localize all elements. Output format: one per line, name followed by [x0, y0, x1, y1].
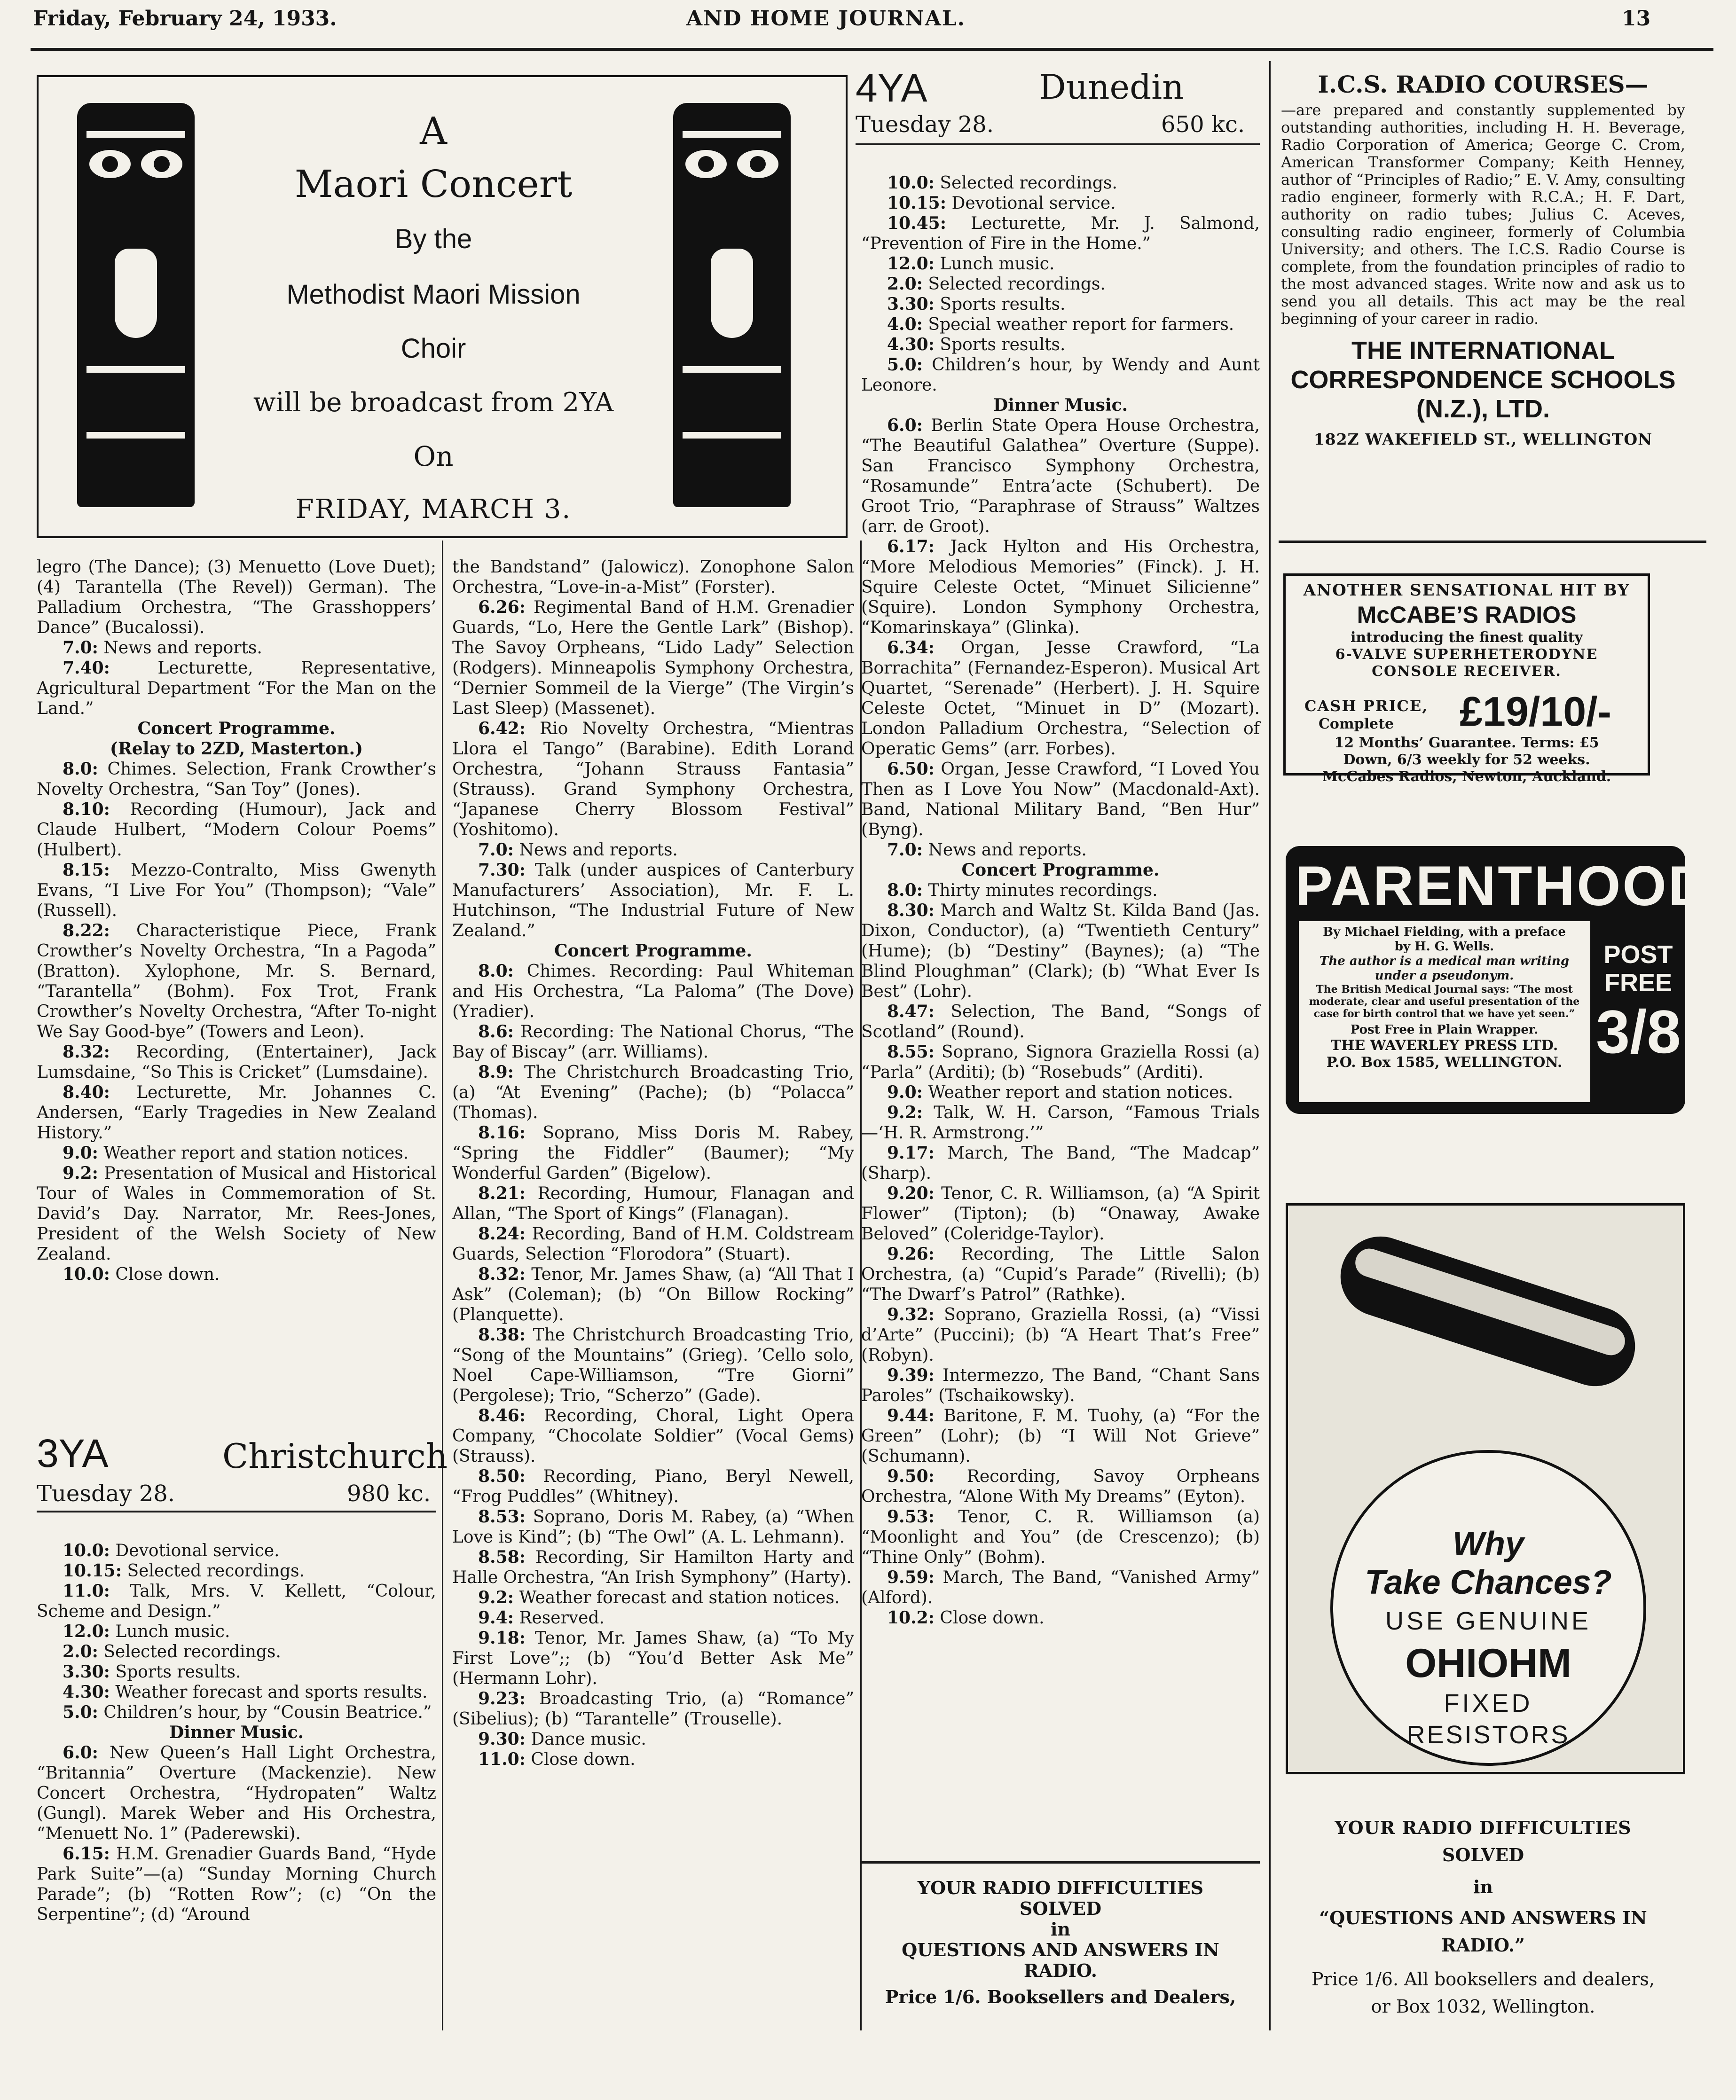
programme-time: 9.2:	[63, 1163, 98, 1183]
station-day: Tuesday 28.	[37, 1481, 175, 1507]
programme-time: 8.15:	[63, 860, 110, 880]
programme-item	[37, 1642, 436, 1662]
programme-text: Tenor, C. R. Williamson, (a) “A Spirit Flower” (Tipton); (b) “Onaway, Awake Beloved” (Coleridge-Taylor).	[861, 1184, 1260, 1244]
programme-text: Devotional service.	[951, 194, 1116, 213]
programme-time: 9.32:	[887, 1305, 935, 1324]
programme-time: 9.59:	[887, 1567, 935, 1587]
programme-item	[452, 1628, 854, 1689]
programme-item	[452, 1062, 854, 1123]
programme-item	[37, 921, 436, 1042]
programme-item	[452, 1224, 854, 1264]
programme-text: Reserved.	[519, 1608, 605, 1628]
station-day: Tuesday 28.	[856, 111, 994, 138]
parenthood-free: FREE	[1604, 969, 1673, 997]
programme-text: Recording, Band of H.M. Coldstream Guards, Selection “Florodora” (Stuart).	[452, 1224, 854, 1264]
programme-item	[861, 1507, 1260, 1567]
programme-time: 5.0:	[63, 1702, 98, 1722]
programme-item	[452, 1689, 854, 1729]
station-city: Dunedin	[1039, 67, 1184, 107]
programme-text: March, The Band, “Vanished Army” (Alford).	[861, 1568, 1260, 1607]
programme-text: Special weather report for farmers.	[928, 315, 1234, 334]
programme-item	[861, 254, 1260, 274]
programme-time: 10.0:	[63, 1541, 110, 1560]
parenthood-ad: PARENTHOOD By Michael Fielding, with a preface by H. G. Wells. The author is a medical man writing under a pseudonym. The British Medical Journal says: “The most moderate, clear and useful presentation of the case for birth control that we have yet seen.” Post Free in Plain Wrapper. THE WAVERLEY PRESS LTD. P.O. Box 1585, WELLINGTON. POST FREE 3/8	[1286, 846, 1685, 1114]
programme-time: 4.30:	[887, 335, 935, 354]
programme-item	[861, 213, 1260, 254]
programme-text: The Christchurch Broadcasting Trio, (a) “At Evening” (Pache); (b) “Polacca” (Thomas).	[452, 1063, 854, 1122]
programme-time: 8.47:	[887, 1002, 935, 1021]
programme-item	[861, 1406, 1260, 1466]
programme-time: 9.50:	[887, 1466, 935, 1486]
station-3ya-header	[37, 1431, 448, 1513]
section-heading: Dinner Music.	[993, 395, 1128, 415]
programme-item	[452, 1507, 854, 1547]
programme-item	[37, 1264, 436, 1285]
ics-title: I.C.S. RADIO COURSES—	[1318, 71, 1649, 98]
programme-text: Berlin State Opera House Orchestra, “The Beautiful Galathea” Overture (Suppe). San Francisco Symphony Orchestra, “Rosamunde” Entra’acte (Schubert). De Groot Trio, “Paraphrase of Strauss” Waltzes (arr. de Groot).	[861, 416, 1260, 536]
programme-time: 9.53:	[887, 1507, 935, 1527]
programme-text: New Queen’s Hall Light Orchestra, “Britannia” Overture (Mackenzie). New Concert Orchestra, “Hydropaten” Waltz (Gungl). Marek Weber and His Orchestra, “Menuett No. 1” (Paderewski).	[37, 1743, 436, 1843]
programme-time: 9.2:	[887, 1103, 923, 1122]
programme-text: Recording, The Little Salon Orchestra, (a) “Cupid’s Parade” (Rivelli); (b) “The Dwarf’s Patrol” (Rathke).	[861, 1245, 1260, 1304]
programme-item	[37, 557, 436, 638]
programme-text: Lunch music.	[940, 254, 1055, 274]
programme-time: 7.0:	[887, 840, 923, 860]
programme-item	[452, 860, 854, 941]
programme-item	[861, 1365, 1260, 1406]
programme-text: the Bandstand” (Jalowicz). Zonophone Salon Orchestra, “Love-in-a-Mist” (Forster).	[452, 557, 854, 597]
station-city: Christchurch	[222, 1436, 448, 1476]
programme-text: Tenor, Mr. James Shaw, (a) “To My First Love”;; (b) “You’d Better Ask Me” (Hermann Lohr).	[452, 1629, 855, 1688]
programme-text: Jack Hylton and His Orchestra, “More Melodious Memories” (Finck). J. H. Squire Celeste Octet, “Minuet Silicienne” (Squire). London Symphony Orchestra, “Komarinskaya” (Glinka).	[861, 537, 1260, 637]
programme-item	[861, 901, 1260, 1002]
programme-text: The Christchurch Broadcasting Trio, “Song of the Mountains” (Grieg). ’Cello solo, Noel Cape-Williamson, “Tre Giorni” (Pergolese); Trio, “Scherzo” (Gade).	[452, 1325, 854, 1405]
programme-item	[37, 1143, 436, 1163]
programme-time: 8.40:	[63, 1082, 110, 1102]
column-1-3ya-programme	[37, 1541, 436, 1925]
programme-text: News and reports.	[519, 840, 678, 860]
programme-text: Weather report and station notices.	[103, 1144, 409, 1163]
programme-time: 12.0:	[63, 1622, 110, 1641]
programme-time: 9.0:	[63, 1143, 98, 1163]
programme-time: 10.45:	[887, 213, 947, 233]
programme-item	[37, 1581, 436, 1622]
programme-time: 12.0:	[887, 254, 935, 274]
programme-item	[452, 1608, 854, 1628]
programme-time: 8.30:	[887, 901, 935, 920]
programme-time: 8.32:	[63, 1042, 110, 1062]
programme-time: 10.0:	[63, 1264, 110, 1284]
ics-radio-courses-ad	[1281, 71, 1685, 449]
programme-time: 3.30:	[63, 1662, 110, 1682]
programme-time: 8.0:	[887, 880, 923, 900]
programme-text: Weather forecast and station notices.	[519, 1588, 840, 1607]
programme-time: 6.50:	[887, 759, 935, 779]
programme-text: Close down.	[531, 1750, 636, 1769]
ad-choir: Choir	[401, 333, 466, 364]
programme-item	[861, 355, 1260, 395]
programme-text: Broadcasting Trio, (a) “Romance” (Sibelius); (b) “Tarantelle” (Trouselle).	[452, 1689, 854, 1729]
programme-time: 8.16:	[478, 1123, 526, 1143]
programme-item	[37, 1622, 436, 1642]
mccabe-price: £19/10/-	[1460, 688, 1611, 735]
ad-by-the: By the	[394, 224, 472, 254]
programme-time: 6.26:	[478, 597, 526, 617]
programme-item	[861, 880, 1260, 901]
ad-headline: Maori Concert	[294, 162, 573, 206]
programme-time: 7.0:	[63, 638, 98, 658]
programme-item	[452, 1022, 854, 1062]
column-rule-1	[442, 541, 443, 2030]
programme-item	[37, 1702, 436, 1723]
programme-time: 8.6:	[478, 1022, 514, 1042]
programme-item	[861, 1608, 1260, 1628]
programme-text: Chimes. Recording: Paul Whiteman and His Orchestra, “La Paloma” (The Dove) (Yradier).	[452, 962, 854, 1021]
programme-time: 8.58:	[478, 1547, 526, 1567]
programme-text: Talk, Mrs. V. Kellett, “Colour, Scheme and Design.”	[37, 1582, 436, 1621]
station-frequency: 650 kc.	[1161, 111, 1245, 138]
publication-title: AND HOME JOURNAL.	[686, 7, 966, 31]
section-heading: Concert Programme.	[137, 719, 336, 738]
programme-time: 11.0:	[63, 1581, 110, 1601]
ics-address: 182Z WAKEFIELD ST., WELLINGTON	[1313, 430, 1653, 448]
programme-text: Rio Novelty Orchestra, “Mientras Llora el Tango” (Barabine). Edith Lorand Orchestra, “Johann Strauss Fantasia” (Strauss). Grand Symphony Orchestra, “Japanese Cherry Blossom Festival” (Yoshitomo).	[452, 719, 854, 839]
programme-item	[37, 759, 436, 799]
programme-time: 6.0:	[887, 415, 923, 435]
programme-item	[861, 173, 1260, 193]
programme-time: 6.0:	[63, 1743, 98, 1763]
programme-item	[452, 597, 854, 719]
programme-text: Selected recordings.	[940, 173, 1117, 193]
programme-text: Organ, Jesse Crawford, “I Loved You Then as I Love You Now” (Macdonald-Axt). Band, National Military Band, “Ben Hur” (Byng).	[861, 760, 1260, 839]
programme-item	[452, 719, 854, 840]
station-4ya-header	[856, 68, 1260, 162]
programme-time: 6.15:	[63, 1844, 110, 1864]
programme-item	[452, 961, 854, 1022]
ad-date: FRIDAY, MARCH 3.	[295, 494, 572, 525]
programme-item	[37, 1042, 436, 1082]
programme-item	[861, 537, 1260, 638]
programme-text: Tenor, C. R. Williamson (a) “Moonlight and You” (de Crescenzo); (b) “Thine Only” (Bohm).	[861, 1507, 1260, 1567]
programme-text: Organ, Jesse Crawford, “La Borrachita” (Fernandez-Esperon). Musical Art Quartet, “Serenade” (Herbert). J. H. Squire Celeste Octet, “Minuet in D” (Mozart). London Palladium Orchestra, “Selection of Operatic Gems” (arr. Forbes).	[861, 638, 1260, 759]
programme-item	[452, 1749, 854, 1770]
programme-item	[452, 557, 854, 597]
section-heading: (Relay to 2ZD, Masterton.)	[110, 739, 363, 759]
programme-time: 8.0:	[478, 961, 514, 981]
programme-text: Tenor, Mr. James Shaw, (a) “All That I Ask” (Coleman); (b) “On Billow Rocking” (Planquette).	[452, 1265, 854, 1324]
parenthood-title: PARENTHOOD	[1295, 854, 1711, 917]
programme-text: Sports results.	[115, 1662, 241, 1682]
radio-difficulties-ad-mid: YOUR RADIO DIFFICULTIES SOLVED in QUESTIONS AND ANSWERS IN RADIO. Price 1/6. Booksellers and Dealers,	[885, 1877, 1236, 2007]
programme-text: Close down.	[940, 1608, 1045, 1628]
programme-time: 8.38:	[478, 1325, 526, 1345]
programme-item	[861, 1567, 1260, 1608]
programme-text: Close down.	[115, 1265, 220, 1284]
page-number: 13	[1622, 7, 1651, 31]
parenthood-price: 3/8	[1596, 997, 1681, 1066]
programme-item	[861, 1466, 1260, 1507]
programme-text: Children’s hour, by “Cousin Beatrice.”	[103, 1703, 432, 1722]
programme-time: 8.0:	[63, 759, 98, 779]
programme-text: Presentation of Musical and Historical Tour of Wales in Commemoration of St. David’s Day. Narrator, Mr. Rees-Jones, President of the Welsh Society of New Zealand.	[37, 1164, 436, 1264]
programme-item	[37, 1682, 436, 1702]
programme-time: 6.17:	[887, 537, 935, 556]
programme-item	[37, 1662, 436, 1682]
radio-difficulties-ad-right: YOUR RADIO DIFFICULTIES SOLVED in “QUESTIONS AND ANSWERS IN RADIO.” Price 1/6. All booksellers and dealers, or Box 1032, Wellington.	[1312, 1817, 1655, 2017]
programme-time: 9.39:	[887, 1365, 935, 1385]
programme-text: Children’s hour, by Wendy and Aunt Leonore.	[861, 355, 1260, 395]
programme-time: 7.30:	[478, 860, 526, 880]
programme-item	[452, 1325, 854, 1406]
programme-text: Recording, Humour, Flanagan and Allan, “The Sport of Kings” (Flanagan).	[452, 1184, 855, 1223]
page-date: Friday, February 24, 1933.	[33, 7, 337, 31]
programme-item	[37, 638, 436, 658]
programme-text: Soprano, Miss Doris M. Rabey, “Spring the Fiddler” (Baumer); “My Wonderful Garden” (Bigelow).	[452, 1123, 854, 1183]
programme-item	[861, 1042, 1260, 1082]
programme-item	[37, 1082, 436, 1143]
programme-item	[452, 840, 854, 860]
programme-item	[37, 1163, 436, 1264]
column-1-programme	[37, 557, 436, 1285]
programme-time: 11.0:	[478, 1749, 526, 1769]
section-heading: Dinner Music.	[169, 1723, 304, 1742]
programme-time: 9.26:	[887, 1244, 935, 1264]
station-frequency: 980 kc.	[347, 1481, 431, 1507]
programme-time: 6.42:	[478, 719, 526, 738]
programme-item	[452, 1466, 854, 1507]
programme-text: Recording, Piano, Beryl Newell, “Frog Puddles” (Whitney).	[452, 1467, 854, 1506]
programme-item	[861, 638, 1260, 759]
programme-time: 8.22:	[63, 921, 110, 940]
programme-text: Recording (Humour), Jack and Claude Hulbert, “Modern Colour Poems” (Hulbert).	[37, 800, 436, 860]
programme-item	[37, 799, 436, 860]
programme-text: Talk (under auspices of Canterbury Manufacturers’ Association), Mr. F. L. Hutchinson, “The Industrial Future of New Zealand.”	[452, 861, 855, 940]
programme-time: 9.20:	[887, 1183, 935, 1203]
programme-time: 10.0:	[887, 173, 935, 193]
tiki-carving-right	[673, 103, 791, 507]
programme-text: Lunch music.	[115, 1622, 230, 1641]
programme-item	[861, 294, 1260, 314]
ad-choir-name: Methodist Maori Mission	[286, 279, 581, 310]
programme-time: 8.32:	[478, 1264, 526, 1284]
programme-item	[452, 1123, 854, 1183]
programme-time: 8.9:	[478, 1062, 514, 1082]
programme-time: 8.24:	[478, 1224, 526, 1244]
programme-text: Recording: The National Chorus, “The Bay of Biscay” (arr. Williams).	[452, 1022, 854, 1062]
programme-item	[452, 1588, 854, 1608]
programme-text: Recording, Sir Hamilton Harty and Halle Orchestra, “An Irish Symphony” (Harty).	[452, 1548, 854, 1587]
programme-item	[37, 860, 436, 921]
programme-text: Mezzo-Contralto, Miss Gwenyth Evans, “I Live For You” (Thompson); “Vale” (Russell).	[37, 861, 436, 920]
programme-time: 10.15:	[63, 1561, 122, 1581]
programme-time: 9.17:	[887, 1143, 935, 1163]
ad-on: On	[413, 440, 454, 472]
header-rule	[31, 48, 1713, 51]
column-rule-3	[1269, 61, 1271, 2030]
section-heading: Concert Programme.	[961, 860, 1160, 880]
programme-time: 8.50:	[478, 1466, 526, 1486]
programme-item	[861, 1103, 1260, 1143]
programme-time: 2.0:	[63, 1642, 98, 1661]
programme-text: March and Waltz St. Kilda Band (Jas. Dixon, Conductor), (a) “Twentieth Century” (Hume); (b) “Destiny” (Baynes); (a) “The Blind Ploughman” (Clark); (b) “What Ever Is Best” (Lohr).	[861, 901, 1260, 1001]
programme-item	[861, 1305, 1260, 1365]
ohiohm-resistors-ad: Why Take Chances? USE GENUINE OHIOHM FIXED RESISTORS	[1286, 1203, 1685, 1774]
programme-time: 3.30:	[887, 294, 935, 314]
programme-text: Recording, (Entertainer), Jack Lumsdaine, “So This is Cricket” (Lumsdaine).	[37, 1042, 436, 1082]
programme-time: 7.40:	[63, 658, 110, 678]
mccabe-radios-ad: ANOTHER SENSATIONAL HIT BY McCABE’S RADIOS introducing the finest quality 6-VALVE SUPERHETERODYNE CONSOLE RECEIVER. CASH PRICE, Complete £19/10/- 12 Months’ Guarantee. Terms: £5 Down, 6/3 weekly for 52 weeks. McCabes Radios, Newton, Auckland.	[1283, 573, 1650, 776]
programme-text: Soprano, Signora Graziella Rossi (a) “Parla” (Arditi); (b) “Rosebuds” (Arditi).	[861, 1042, 1260, 1082]
programme-time: 5.0:	[887, 355, 923, 375]
programme-time: 7.0:	[478, 840, 514, 860]
column-3-4ya-programme	[861, 173, 1260, 1628]
programme-time: 8.53:	[478, 1507, 526, 1527]
programme-text: Lecturette, Mr. Johannes C. Andersen, “Early Tragedies in New Zealand History.”	[37, 1083, 437, 1143]
column-2-programme	[452, 557, 854, 1770]
programme-text: Devotional service.	[115, 1541, 280, 1560]
programme-text: News and reports.	[928, 840, 1087, 860]
programme-item	[452, 1547, 854, 1588]
programme-item	[37, 1561, 436, 1581]
programme-item	[861, 1183, 1260, 1244]
ics-body: —are prepared and constantly supplemented by outstanding authorities, including H. H. Beverage, Radio Corporation of America; George C. Crom, American Transformer Company; Keith Henney, author of “Principles of Radio;” E. V. Amy, consulting radio engineer, formerly with R.C.A.; H. F. Dart, authority on radio tubes; Julius C. Aceves, consulting radio engineer, formerly of Columbia University; and others. The I.C.S. Radio Course is complete, from the foundation principles of radio to the most advanced stages. Write now and ask us to send you all details. This act may be the real beginning of your career in radio.	[1281, 101, 1685, 328]
programme-time: 9.30:	[478, 1729, 526, 1749]
programme-item	[861, 1143, 1260, 1183]
programme-time: 8.21:	[478, 1183, 526, 1203]
programme-text: Selected recordings.	[928, 274, 1106, 294]
programme-time: 10.15:	[887, 193, 947, 213]
programme-text: March, The Band, “The Madcap” (Sharp).	[861, 1144, 1260, 1183]
tiki-carving-left	[77, 103, 195, 507]
programme-time: 8.55:	[887, 1042, 935, 1062]
programme-text: News and reports.	[103, 638, 262, 658]
station-code: 3YA	[37, 1431, 109, 1475]
programme-time: 4.30:	[63, 1682, 110, 1702]
programme-text: Soprano, Graziella Rossi, (a) “Vissi d’Arte” (Puccini); (b) “A Heart That’s Free” (Robyn).	[861, 1305, 1260, 1365]
programme-time: 4.0:	[887, 314, 923, 334]
programme-time: 9.2:	[478, 1588, 514, 1607]
programme-text: Selected recordings.	[127, 1561, 305, 1581]
programme-time: 9.23:	[478, 1689, 526, 1708]
programme-time: 8.46:	[478, 1406, 526, 1426]
ad-headline-a: A	[420, 109, 447, 153]
programme-text: Recording, Choral, Light Opera Company, “Chocolate Soldier” (Vocal Gems) (Strauss).	[452, 1406, 854, 1466]
programme-item	[861, 1002, 1260, 1042]
programme-time: 9.18:	[478, 1628, 526, 1648]
programme-text: Lecturette, Mr. J. Salmond, “Prevention of Fire in the Home.”	[861, 214, 1260, 253]
programme-text: Talk, W. H. Carson, “Famous Trials—‘H. R. Armstrong.’”	[861, 1103, 1260, 1143]
programme-time: 9.4:	[478, 1608, 514, 1628]
programme-text: Chimes. Selection, Frank Crowther’s Novelty Orchestra, “San Toy” (Jones).	[37, 760, 437, 799]
programme-time: 2.0:	[887, 274, 923, 294]
programme-item	[861, 840, 1260, 860]
programme-item	[861, 193, 1260, 213]
programme-text: Sports results.	[940, 295, 1066, 314]
programme-text: Thirty minutes recordings.	[928, 881, 1158, 900]
programme-text: Soprano, Doris M. Rabey, (a) “When Love is Kind”; (b) “The Owl” (A. L. Lehmann).	[452, 1507, 854, 1547]
section-heading: Concert Programme.	[554, 941, 752, 961]
programme-text: Lecturette, Representative, Agricultural Department “For the Man on the Land.”	[37, 658, 436, 718]
programme-text: Selected recordings.	[103, 1642, 281, 1661]
programme-time: 9.44:	[887, 1406, 935, 1426]
maori-concert-ad	[37, 75, 848, 538]
programme-text: Recording, Savoy Orpheans Orchestra, “Alone With My Dreams” (Eyton).	[861, 1467, 1260, 1506]
programme-text: Weather forecast and sports results.	[115, 1683, 428, 1702]
programme-item	[861, 1244, 1260, 1305]
programme-item	[861, 759, 1260, 840]
ad-broadcast-line: will be broadcast from 2YA	[253, 387, 614, 418]
programme-text: Characteristique Piece, Frank Crowther’s Novelty Orchestra, “In a Pagoda” (Bratton). Xylophone, Mr. S. Bernard, “Tarantella” (Bohm). Fox Trot, Frank Crowther’s Novelty Orchestra, “After To-night We Say Good-bye” (Towers and Leon).	[37, 921, 437, 1042]
programme-item	[452, 1406, 854, 1466]
programme-item	[37, 1541, 436, 1561]
programme-item	[861, 415, 1260, 537]
programme-time: 9.0:	[887, 1082, 923, 1102]
programme-text: Sports results.	[940, 335, 1066, 354]
programme-text: Dance music.	[531, 1730, 646, 1749]
programme-text: Intermezzo, The Band, “Chant Sans Paroles” (Tschaikowsky).	[861, 1366, 1260, 1405]
programme-item	[37, 1844, 436, 1925]
ics-school: THE INTERNATIONAL CORRESPONDENCE SCHOOLS (N.Z.), LTD.	[1290, 337, 1676, 423]
programme-item	[452, 1729, 854, 1749]
programme-text: H.M. Grenadier Guards Band, “Hyde Park Suite”—(a) “Sunday Morning Church Parade”; (b) “Rotten Row”; (c) “On the Serpentine”; (d) “Around	[37, 1844, 436, 1924]
programme-text: Weather report and station notices.	[928, 1083, 1233, 1102]
programme-item	[861, 314, 1260, 335]
programme-item	[861, 1082, 1260, 1103]
parenthood-post: POST	[1603, 940, 1673, 969]
programme-item	[37, 1743, 436, 1844]
programme-item	[861, 335, 1260, 355]
station-code: 4YA	[856, 66, 927, 110]
programme-time: 10.2:	[887, 1608, 935, 1628]
programme-item	[861, 274, 1260, 294]
programme-time: 8.10:	[63, 799, 110, 819]
programme-text: Baritone, F. M. Tuohy, (a) “For the Green” (Lohr); (b) “I Will Not Grieve” (Schumann).	[861, 1406, 1260, 1466]
programme-item	[452, 1183, 854, 1224]
programme-text: Selection, The Band, “Songs of Scotland” (Round).	[861, 1002, 1260, 1042]
programme-item	[37, 658, 436, 719]
programme-item	[452, 1264, 854, 1325]
programme-text: Regimental Band of H.M. Grenadier Guards, “Lo, Here the Gentle Lark” (Bishop). The Savoy Orpheans, “Lido Lady” Selection (Rodgers). Minneapolis Symphony Orchestra, “Dernier Sommeil de la Vierge” (The Virgin’s Last Sleep) (Massenet).	[452, 598, 855, 718]
programme-time: 6.34:	[887, 638, 935, 658]
programme-text: legro (The Dance); (3) Menuetto (Love Duet); (4) Tarantella (The Revel)) German). The Palladium Orchestra, “The Grasshoppers’ Dance” (Bucalossi).	[37, 557, 436, 637]
